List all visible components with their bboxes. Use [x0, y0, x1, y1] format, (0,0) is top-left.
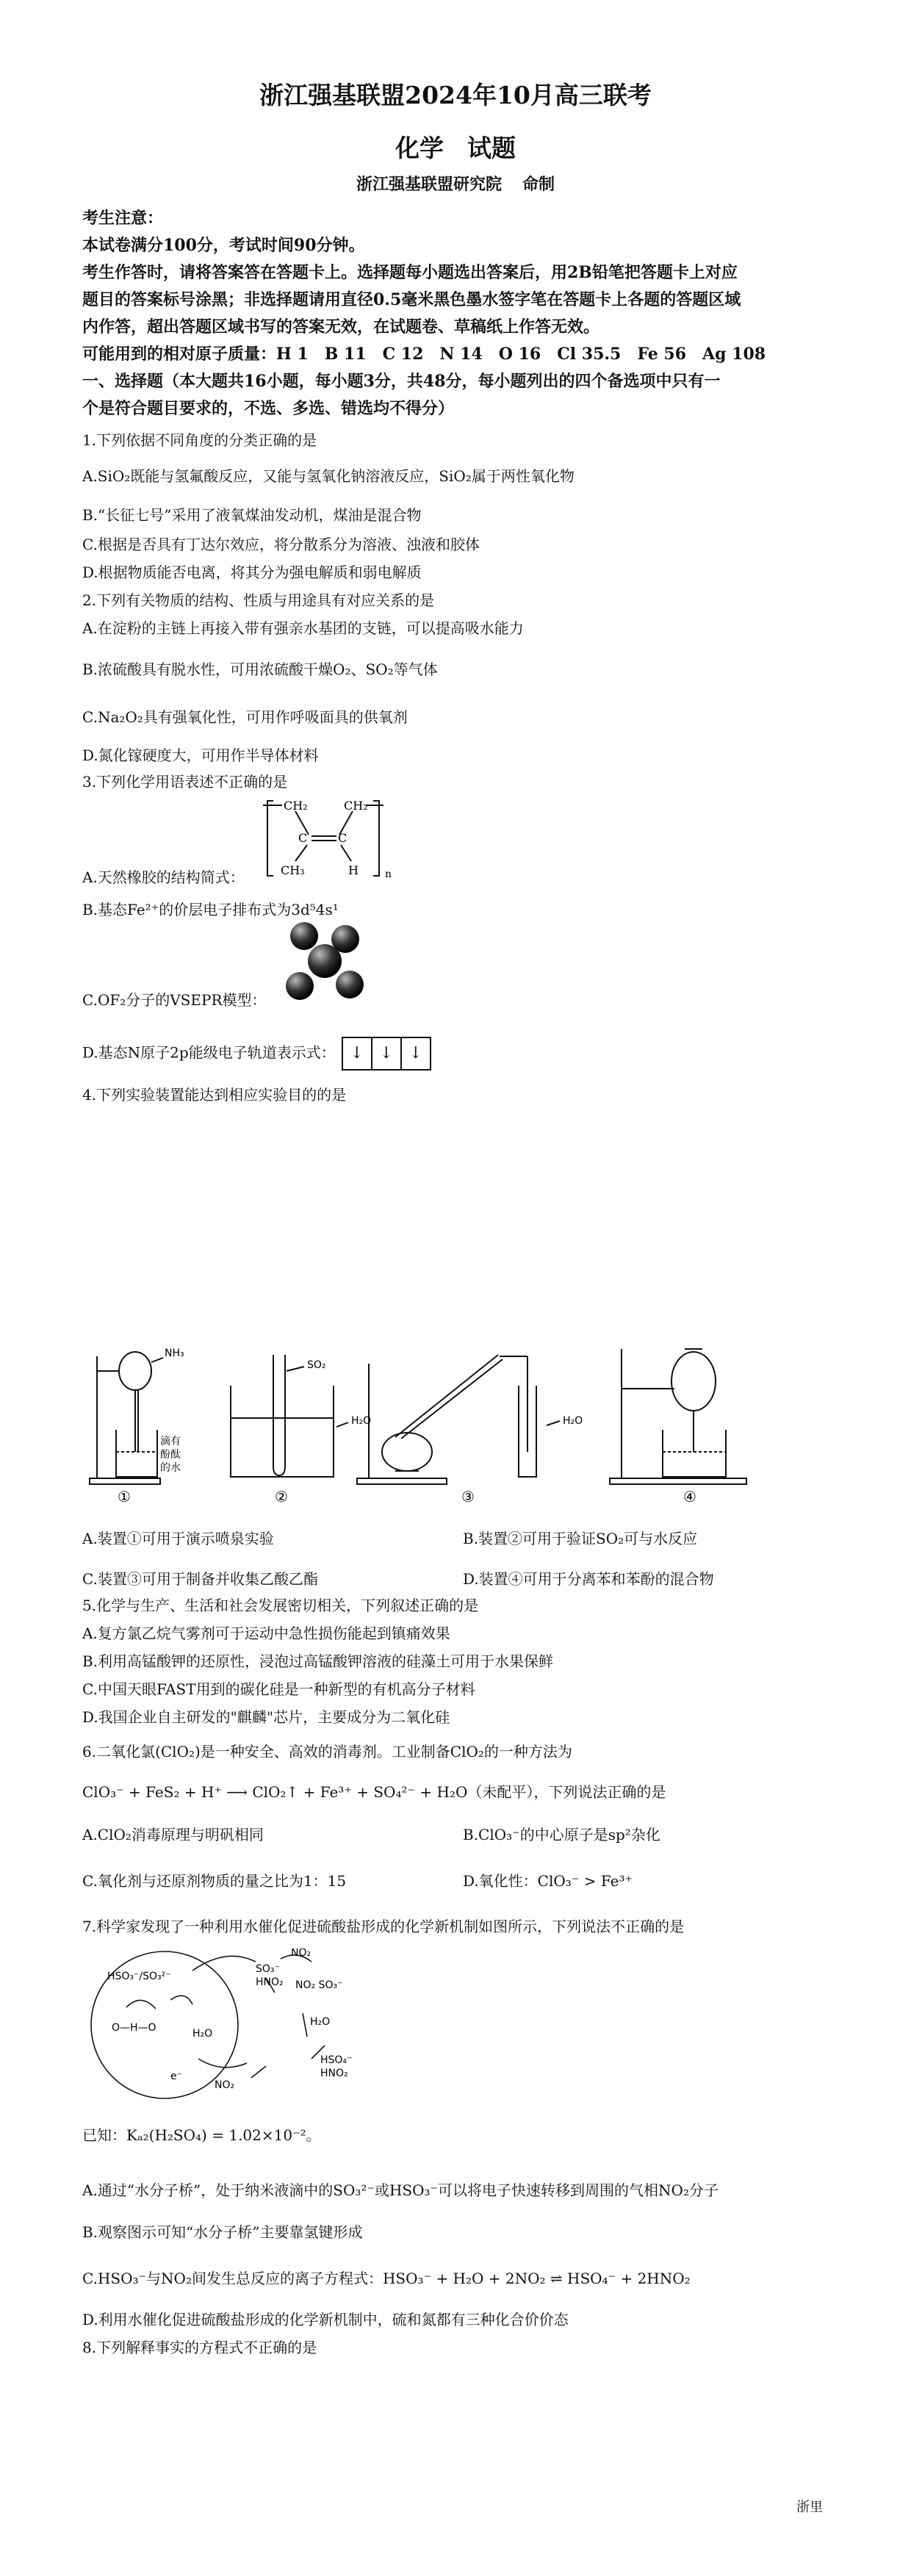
- fig4-number-3: ③: [461, 1488, 475, 1505]
- q8-stem: 8.下列解释事实的方程式不正确的是: [82, 2339, 317, 2356]
- svg-text:H: H: [348, 863, 359, 877]
- q2-option-d: D.氮化镓硬度大，可用作半导体材料: [82, 746, 319, 764]
- subject-a: 化学: [395, 134, 444, 162]
- fig4-h2o-label-3: H₂O: [563, 1415, 583, 1427]
- q6-option-b: B.ClO₃⁻的中心原子是sp²杂化: [463, 1826, 660, 1843]
- orbital-box-3: ↓: [408, 1044, 422, 1062]
- q7-mechanism-figure: [82, 1949, 406, 2101]
- q7-option-a: A.通过“水分子桥”，处于纳米液滴中的SO₃²⁻或HSO₃⁻可以将电子快速转移到周围的气相NO₂分子: [82, 2181, 719, 2199]
- notice-heading: 考生注意：: [82, 209, 164, 228]
- q5-stem: 5.化学与生产、生活和社会发展密切相关，下列叙述正确的是: [82, 1597, 479, 1614]
- atomic-masses: 可能用到的相对原子质量：H 1 B 11 C 12 N 14 O 16 Cl 35.5 Fe 56 Ag 108: [82, 345, 766, 364]
- q4-apparatus-figure: [87, 1342, 821, 1505]
- q2-option-a: A.在淀粉的主链上再接入带有强亲水基团的支链，可以提高吸水能力: [82, 619, 524, 637]
- q7-option-c: C.HSO₃⁻与NO₂间发生总反应的离子方程式：HSO₃⁻ + H₂O + 2NO₂ ⇌ HSO₄⁻ + 2HNO₂: [82, 2270, 691, 2287]
- orbital-diagram: [342, 1037, 431, 1071]
- fig7-no2-so3-label: NO₂ SO₃⁻: [295, 1979, 343, 1991]
- svg-text:C: C: [338, 831, 348, 845]
- exam-title: 浙江强基联盟2024年10月高三联考: [259, 81, 652, 109]
- q5-option-d: D.我国企业自主研发的"麒麟"芯片，主要成分为二氧化硅: [82, 1708, 450, 1726]
- page-footer: 浙里: [796, 2500, 823, 2515]
- fig4-number-2: ②: [275, 1488, 288, 1505]
- notice-line-3: 题目的答案标号涂黑；非选择题请用直径0.5毫米黑色墨水签字笔在答题卡上各题的答题区域: [82, 290, 741, 309]
- q5-option-c: C.中国天眼FAST用到的碳化硅是一种新型的有机高分子材料: [82, 1680, 475, 1698]
- notice-line-4: 内作答，超出答题区域书写的答案无效，在试题卷、草稿纸上作答无效。: [82, 317, 600, 337]
- q3-stem: 3.下列化学用语表述不正确的是: [82, 773, 288, 791]
- vsepr-model-figure: [282, 920, 369, 1002]
- fig7-hso4-hno2-label: HSO₄⁻ HNO₂: [320, 2054, 353, 2079]
- subject-b: 试题: [467, 134, 516, 162]
- author-line: [0, 172, 911, 195]
- fig7-so3-hno2-label: SO₃⁻ HNO₂: [256, 1963, 284, 1988]
- q5-option-a: A.复方氯乙烷气雾剂可于运动中急性损伤能起到镇痛效果: [82, 1625, 450, 1642]
- q2-stem: 2.下列有关物质的结构、性质与用途具有对应关系的是: [82, 591, 435, 609]
- fig4-so2-label: SO₂: [307, 1359, 326, 1371]
- q3-option-c: C.OF₂分子的VSEPR模型：: [82, 991, 267, 1009]
- author-b: 命制: [522, 175, 555, 194]
- notice-line-1: 本试卷满分100分，考试时间90分钟。: [82, 236, 365, 255]
- fig4-h2o-label-2: H₂O: [351, 1415, 372, 1427]
- q4-option-b: B.装置②可用于验证SO₂可与水反应: [463, 1530, 698, 1547]
- fig7-hso3-label: HSO₃⁻/SO₃²⁻: [107, 1971, 171, 1982]
- q4-option-d: D.装置④可用于分离苯和苯酚的混合物: [463, 1570, 714, 1588]
- section-heading-1: 一、选择题（本大题共16小题，每小题3分，共48分，每小题列出的四个备选项中只有一: [82, 372, 721, 391]
- fig7-water-bridge-label: O—H—O: [112, 2022, 156, 2034]
- fig4-number-4: ④: [683, 1488, 696, 1505]
- author-a: 浙江强基联盟研究院: [356, 175, 502, 194]
- svg-text:CH₂: CH₂: [284, 799, 308, 813]
- q4-option-c: C.装置③可用于制备并收集乙酸乙酯: [82, 1570, 318, 1588]
- q4-option-a: A.装置①可用于演示喷泉实验: [82, 1530, 274, 1547]
- svg-text:CH₂: CH₂: [344, 799, 368, 813]
- q4-stem: 4.下列实验装置能达到相应实验目的的是: [82, 1086, 347, 1104]
- svg-text:CH₃: CH₃: [281, 863, 305, 877]
- fig4-nh3-label: NH₃: [165, 1348, 184, 1359]
- q1-option-c: C.根据是否具有丁达尔效应，将分散系分为溶液、浊液和胶体: [82, 536, 480, 553]
- subject-title: [0, 129, 911, 164]
- svg-text:n: n: [385, 868, 392, 880]
- orbital-box-2: ↓: [372, 1038, 402, 1069]
- q7-option-d: D.利用水催化促进硫酸盐形成的化学新机制中，硫和氮都有三种化合价价态: [82, 2311, 569, 2328]
- q1-option-a: A.SiO₂既能与氢氟酸反应，又能与氢氧化钠溶液反应，SiO₂属于两性氧化物: [82, 467, 575, 485]
- q3-option-d: [82, 1037, 846, 1071]
- fig7-h2o-right-label: H₂O: [310, 2016, 331, 2028]
- q6-option-a: A.ClO₂消毒原理与明矾相同: [82, 1826, 264, 1843]
- q1-stem: 1.下列依据不同角度的分类正确的是: [82, 431, 317, 449]
- fig4-water-label: 滴有酚酞的水: [160, 1436, 181, 1474]
- fig4-number-1: ①: [118, 1488, 131, 1505]
- q2-option-b: B.浓硫酸具有脱水性，可用浓硫酸干燥O₂、SO₂等气体: [82, 661, 438, 678]
- rubber-structure-figure: [263, 794, 395, 885]
- q7-option-b: B.观察图示可知“水分子桥”主要靠氢键形成: [82, 2223, 363, 2241]
- section-heading-2: 个是符合题目要求的，不选、多选、错选均不得分）: [82, 399, 455, 418]
- q6-option-c: C.氧化剂与还原剂物质的量之比为1：15: [82, 1872, 347, 1890]
- fig7-no2-top-label: NO₂: [291, 1949, 312, 1959]
- orbital-box-1: ↓: [343, 1038, 372, 1069]
- q6-equation: ClO₃⁻ + FeS₂ + H⁺ ⟶ ClO₂↑ + Fe³⁺ + SO₄²⁻ + H₂O（未配平），下列说法正确的是: [82, 1783, 666, 1801]
- svg-text:C: C: [298, 831, 308, 845]
- fig7-electron-label: e⁻: [170, 2070, 183, 2082]
- q7-known: 已知：Kₐ₂(H₂SO₄) = 1.02×10⁻²。: [82, 2126, 321, 2144]
- q6-option-d: D.氧化性：ClO₃⁻ > Fe³⁺: [463, 1872, 633, 1890]
- q3-option-b: B.基态Fe²⁺的价层电子排布式为3d⁵4s¹: [82, 901, 339, 918]
- q1-option-b: B.“长征七号”采用了液氧煤油发动机，煤油是混合物: [82, 506, 422, 524]
- q7-stem: 7.科学家发现了一种利用水催化促进硫酸盐形成的化学新机制如图所示，下列说法不正确的是: [82, 1918, 685, 1935]
- q6-stem: 6.二氧化氯(ClO₂)是一种安全、高效的消毒剂。工业制备ClO₂的一种方法为: [82, 1743, 572, 1760]
- q1-option-d: D.根据物质能否电离，将其分为强电解质和弱电解质: [82, 564, 422, 581]
- q2-option-c: C.Na₂O₂具有强氧化性，可用作呼吸面具的供氧剂: [82, 708, 408, 726]
- q3-option-a: A.天然橡胶的结构简式：: [82, 868, 245, 886]
- q3-option-d-text: D.基态N原子2p能级电子轨道表示式：: [82, 1043, 336, 1062]
- q5-option-b: B.利用高锰酸钾的还原性，浸泡过高锰酸钾溶液的硅藻土可用于水果保鲜: [82, 1652, 554, 1670]
- fig7-no2-label: NO₂: [215, 2079, 235, 2091]
- notice-line-2: 考生作答时，请将答案答在答题卡上。选择题每小题选出答案后，用2B铅笔把答题卡上对应: [82, 263, 738, 282]
- fig7-water-label: H₂O: [192, 2028, 213, 2040]
